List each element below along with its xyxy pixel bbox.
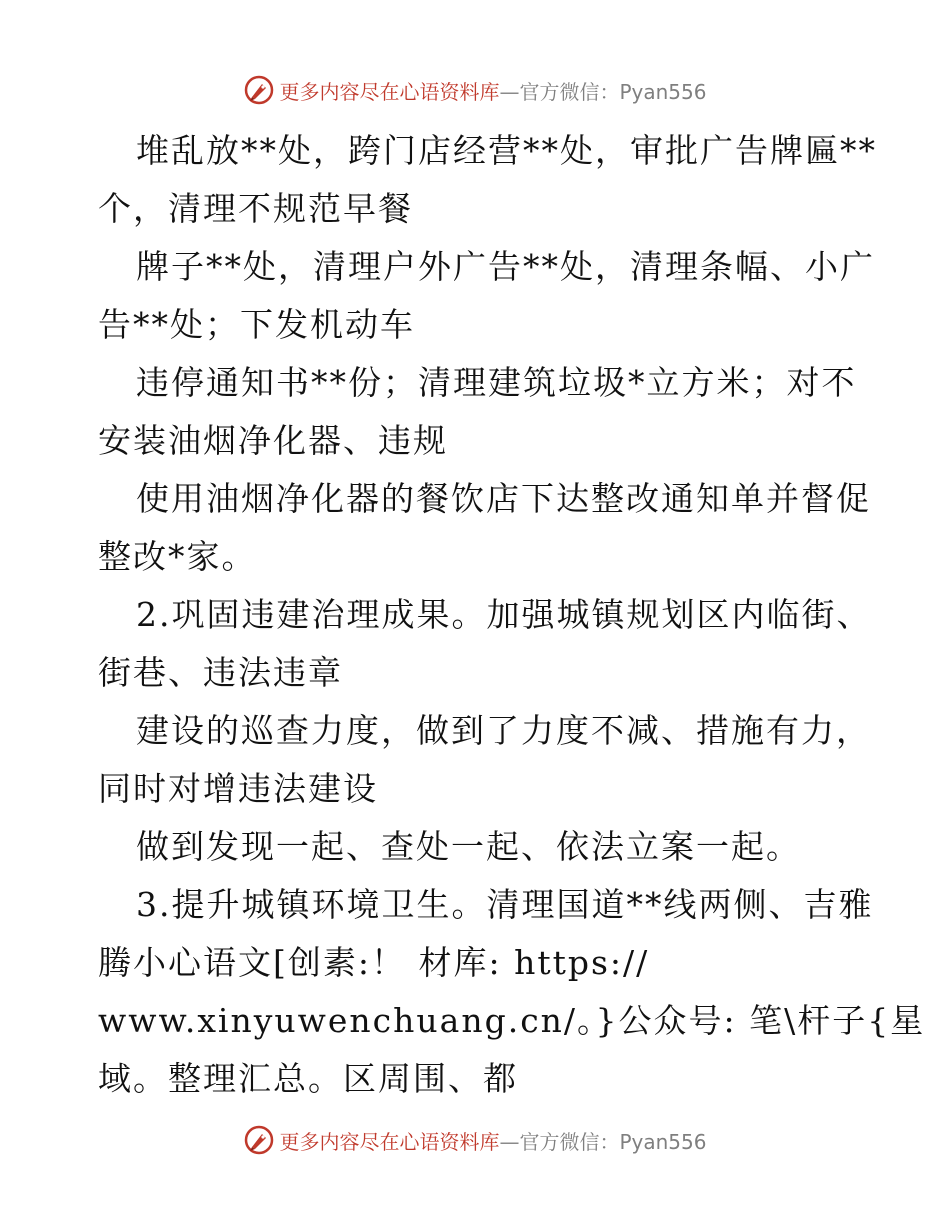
body-line: 域。整理汇总。区周围、都 [98, 1059, 518, 1098]
body-line: 同时对增违法建设 [98, 769, 378, 808]
body-line: 做到发现一起、查处一起、依法立案一起。 [136, 827, 801, 866]
footer-dash: — [499, 1129, 520, 1154]
body-line: 安装油烟净化器、违规 [98, 421, 448, 460]
footer-brand-text: 更多内容尽在心语资料库 [279, 1129, 500, 1154]
footer-banner-text [279, 1126, 706, 1155]
header-banner-text [279, 76, 706, 105]
footer-wechat-text: 官方微信：Pyan556 [519, 1129, 707, 1154]
body-line: 2.巩固违建治理成果。加强城镇规划区内临街、 [136, 595, 872, 634]
pen-nib-logo-icon [243, 74, 275, 106]
body-line: 3.提升城镇环境卫生。清理国道**线两侧、吉雅 [136, 885, 874, 924]
body-line: 牌子**处，清理户外广告**处，清理条幅、小广 [136, 247, 875, 286]
body-line: 腾小心语文[创素:！ 材库: https:// [98, 943, 650, 982]
header-wechat-text: 官方微信：Pyan556 [519, 79, 707, 104]
body-line: 整改*家。 [98, 537, 257, 576]
body-line: 堆乱放**处，跨门店经营**处，审批广告牌匾** [136, 131, 877, 170]
footer-banner [0, 1120, 950, 1160]
body-line: www.xinyuwenchuang.cn/。}公众号: 笔\杆子{星 [98, 1001, 926, 1040]
pen-nib-logo-icon [243, 1124, 275, 1156]
body-line: 个，清理不规范早餐 [98, 189, 413, 228]
header-banner [0, 70, 950, 110]
body-line: 使用油烟净化器的餐饮店下达整改通知单并督促 [136, 479, 871, 518]
body-line: 违停通知书**份；清理建筑垃圾*立方米；对不 [136, 363, 857, 402]
body-line: 建设的巡查力度，做到了力度不减、措施有力， [136, 711, 871, 750]
document-body [98, 122, 926, 1108]
body-line: 街巷、违法违章 [98, 653, 343, 692]
body-line: 告**处；下发机动车 [98, 305, 415, 344]
header-dash: — [499, 79, 520, 104]
header-brand-text: 更多内容尽在心语资料库 [279, 79, 500, 104]
